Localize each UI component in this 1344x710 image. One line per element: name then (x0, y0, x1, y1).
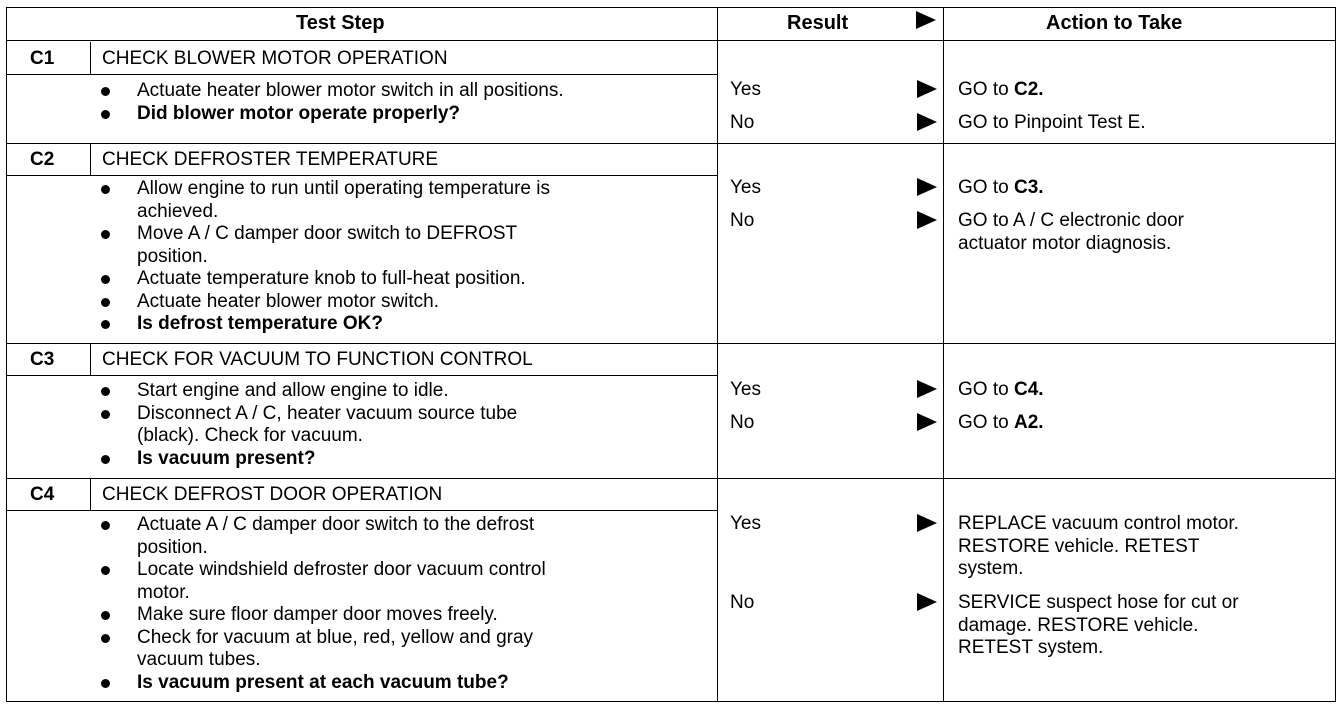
step-id-divider (90, 478, 91, 510)
step-id-divider (90, 343, 91, 375)
bullet-icon (101, 521, 110, 530)
result-column-divider (717, 7, 718, 702)
step-id: C4 (30, 484, 55, 505)
step-title: CHECK FOR VACUUM TO FUNCTION CONTROL (102, 349, 533, 370)
action-text-segment: RESTORE vehicle. RETEST (958, 535, 1200, 557)
action-text-segment: REPLACE vacuum control motor. (958, 513, 1239, 534)
action-text-segment: GO to (958, 177, 1014, 198)
bullet-icon (101, 110, 110, 119)
result-label: No (730, 112, 755, 133)
action-step-ref: A2. (1013, 412, 1044, 433)
action-text (958, 592, 1239, 615)
step-instruction: Is defrost temperature OK? (137, 313, 383, 334)
action-text (958, 177, 1044, 200)
step-instruction: Make sure floor damper door moves freely. (137, 604, 498, 625)
step-instruction: Start engine and allow engine to idle. (137, 380, 449, 401)
arrow-icon (917, 113, 937, 131)
header-result: Result (787, 12, 849, 34)
result-label: Yes (730, 513, 761, 534)
step-id: C1 (30, 48, 55, 69)
arrow-icon (917, 80, 937, 98)
header-divider (6, 40, 1336, 41)
action-text (958, 615, 1198, 638)
action-text-segment: GO to (958, 412, 1014, 433)
step-id: C3 (30, 349, 55, 370)
action-text-segment: RETEST system. (958, 637, 1104, 658)
bullet-icon (101, 275, 110, 284)
bullet-icon (101, 298, 110, 307)
result-label: No (730, 412, 755, 433)
step-title-divider (6, 510, 718, 511)
step-instruction: position. (137, 245, 208, 267)
action-text (958, 412, 1044, 435)
table-border-top (6, 7, 1336, 8)
bullet-icon (101, 611, 110, 620)
step-instruction: Allow engine to run until operating temperature is (137, 178, 550, 199)
bullet-icon (101, 185, 110, 194)
step-title: CHECK DEFROST DOOR OPERATION (102, 484, 443, 505)
step-instruction: Actuate heater blower motor switch in all positions. (137, 80, 564, 101)
arrow-icon (917, 380, 937, 398)
step-instruction: Move A / C damper door switch to DEFROST (137, 223, 518, 244)
action-text-segment: GO to (958, 79, 1014, 100)
step-separator (6, 343, 1336, 344)
step-instruction: Actuate A / C damper door switch to the defrost (137, 514, 535, 535)
bullet-icon (101, 634, 110, 643)
step-separator (6, 143, 1336, 144)
header-action: Action to Take (1046, 12, 1183, 34)
step-title-divider (6, 74, 718, 75)
action-step-ref: C2. (1013, 79, 1044, 100)
result-label: No (730, 592, 755, 613)
action-text (958, 536, 1199, 559)
step-instruction: Check for vacuum at blue, red, yellow and gray (137, 626, 534, 648)
step-instruction: Actuate heater blower motor switch. (137, 290, 440, 312)
step-title-divider (6, 175, 718, 176)
step-instruction: achieved. (137, 200, 219, 222)
action-step-ref: C4. (1013, 379, 1044, 400)
header-arrow-icon (916, 11, 936, 29)
arrow-icon (917, 211, 937, 229)
result-label: Yes (730, 177, 761, 198)
step-title: CHECK DEFROSTER TEMPERATURE (102, 149, 439, 170)
result-label: Yes (730, 79, 761, 100)
action-text-segment: GO to Pinpoint Test E. (958, 112, 1146, 133)
step-title-divider (6, 375, 718, 376)
action-text-segment: GO to A / C electronic door (958, 210, 1184, 231)
action-text-segment: actuator motor diagnosis. (958, 232, 1172, 254)
header-test-step: Test Step (296, 12, 385, 34)
action-text-segment: SERVICE suspect hose for cut or (958, 592, 1239, 613)
action-text (958, 513, 1239, 536)
result-label: Yes (730, 379, 761, 400)
step-instruction: (black). Check for vacuum. (137, 425, 363, 446)
step-instruction: Is vacuum present? (137, 447, 316, 469)
action-text (958, 637, 1103, 660)
step-instruction: motor. (137, 581, 190, 603)
step-instruction: Is vacuum present at each vacuum tube? (137, 671, 509, 693)
arrow-icon (917, 178, 937, 196)
step-instruction: Actuate temperature knob to full-heat position. (137, 268, 526, 289)
step-title: CHECK BLOWER MOTOR OPERATION (102, 48, 448, 69)
bullet-icon (101, 387, 110, 396)
action-text (958, 558, 1023, 581)
bullet-icon (101, 410, 110, 419)
step-instruction: Locate windshield defroster door vacuum control (137, 559, 546, 580)
step-instruction: Did blower motor operate properly? (137, 102, 461, 124)
action-text-segment: system. (958, 558, 1024, 579)
bullet-icon (101, 566, 110, 575)
action-text-segment: GO to (958, 379, 1014, 400)
action-step-ref: C3. (1013, 177, 1044, 198)
table-border-bottom (6, 701, 1336, 702)
table-border-right (1335, 7, 1336, 702)
table-border-left (6, 7, 7, 702)
step-instruction: vacuum tubes. (137, 649, 261, 670)
action-text (958, 379, 1044, 402)
step-id-divider (90, 42, 91, 74)
action-text (958, 79, 1044, 102)
step-instruction: position. (137, 536, 208, 558)
arrow-icon (917, 593, 937, 611)
bullet-icon (101, 679, 110, 688)
bullet-icon (101, 87, 110, 96)
action-text (958, 210, 1184, 233)
result-label: No (730, 210, 755, 231)
arrow-icon (917, 514, 937, 532)
bullet-icon (101, 230, 110, 239)
action-column-divider (943, 7, 944, 702)
step-instruction: Disconnect A / C, heater vacuum source tube (137, 402, 518, 424)
step-id: C2 (30, 149, 55, 170)
bullet-icon (101, 455, 110, 464)
step-id-divider (90, 143, 91, 175)
arrow-icon (917, 413, 937, 431)
action-text-segment: damage. RESTORE vehicle. (958, 614, 1199, 636)
action-text (958, 112, 1146, 135)
bullet-icon (101, 320, 110, 329)
step-separator (6, 478, 1336, 479)
action-text (958, 233, 1171, 256)
